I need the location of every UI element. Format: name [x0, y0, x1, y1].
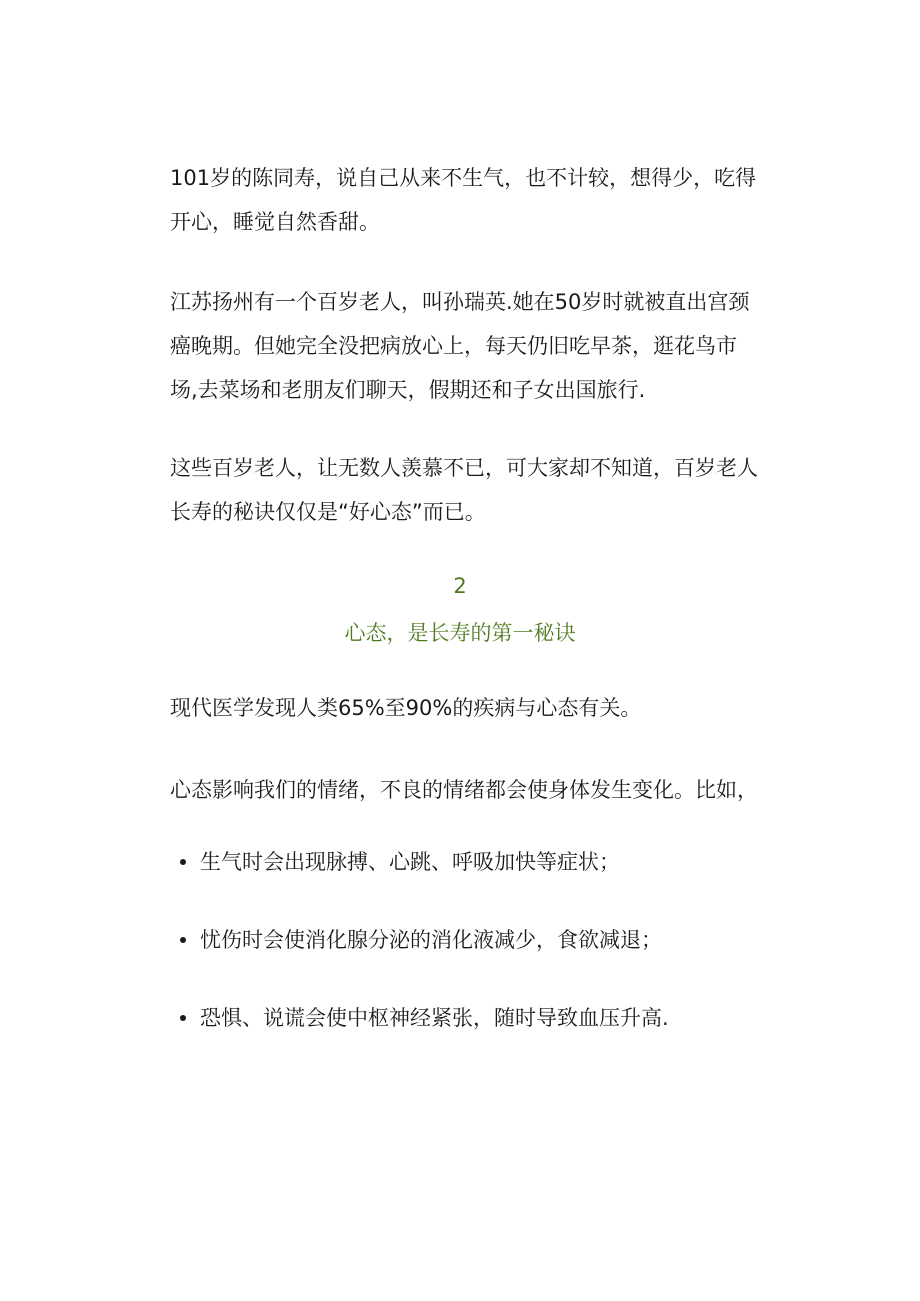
- list-item: [170, 920, 770, 960]
- section-title: 心态，是长寿的第一秘诀: [344, 621, 576, 645]
- paragraph-chen-tongshou: 101岁的陈同寿，说自己从来不生气，也不计较，想得少，吃得开心，睡觉自然香甜。: [170, 166, 757, 234]
- paragraph-medical-finding: 现代医学发现人类65%至90%的疾病与心态有关。: [170, 696, 642, 720]
- list-item: [170, 998, 770, 1038]
- paragraph-emotion-effects: 心态影响我们的情绪，不良的情绪都会使身体发生变化。比如，: [170, 778, 758, 802]
- bullet-dot-icon: [180, 859, 186, 865]
- list-item: [170, 842, 770, 882]
- paragraph-sun-ruiying: 江苏扬州有一个百岁老人，叫孙瑞英.她在50岁时就被直出宫颈癌晚期。但她完全没把病放心上，每天仍旧吃早茶，逛花鸟市场,去菜场和老朋友们聊天，假期还和子女出国旅行.: [170, 290, 750, 402]
- bullet-dot-icon: [180, 1015, 186, 1021]
- list-item-text: 生气时会出现脉搏、心跳、呼吸加快等症状；: [200, 850, 620, 874]
- paragraph-centenarian-secret: 这些百岁老人，让无数人羡慕不已，可大家却不知道，百岁老人长寿的秘诀仅仅是“好心态”而已。: [170, 456, 758, 524]
- bullet-dot-icon: [180, 937, 186, 943]
- section-number: 2: [453, 574, 467, 598]
- list-item-text: 忧伤时会使消化腺分泌的消化液减少，食欲减退；: [200, 928, 662, 952]
- list-item-text: 恐惧、说谎会使中枢神经紧张，随时导致血压升高.: [200, 1006, 669, 1030]
